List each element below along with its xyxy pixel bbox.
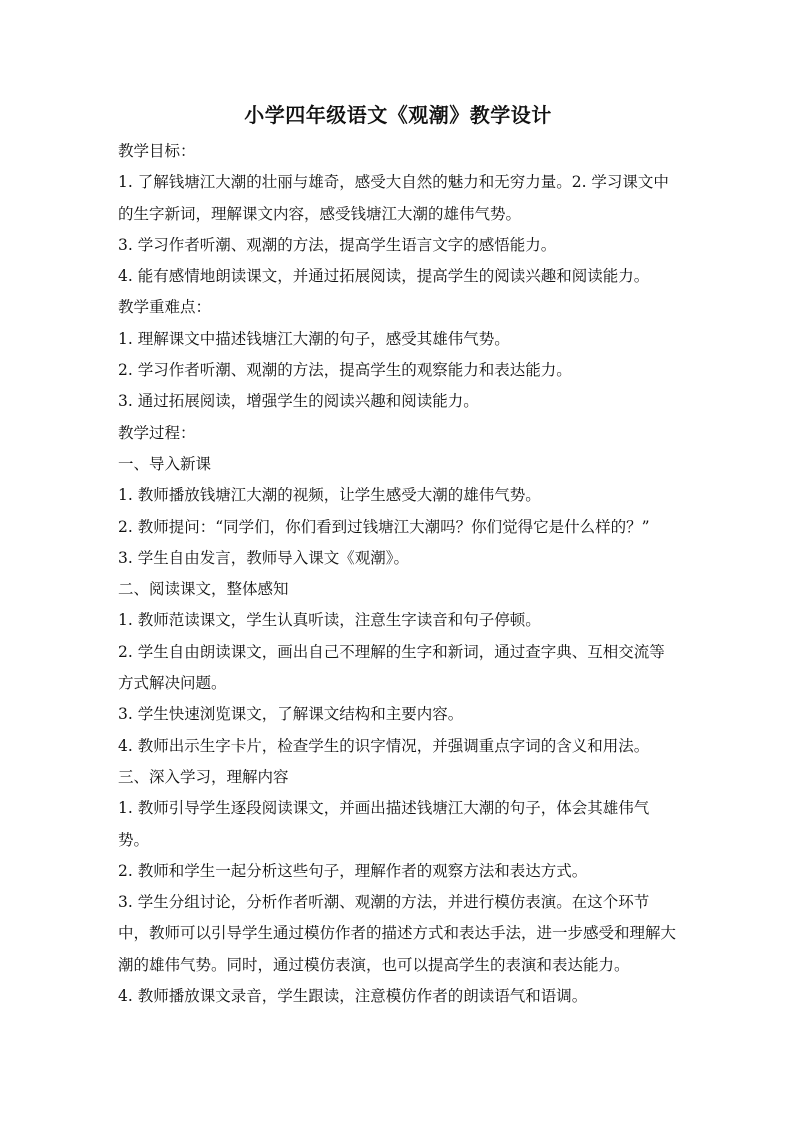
paragraph-deep-study-1: 1. 教师引导学生逐段阅读课文，并画出描述钱塘江大潮的句子，体会其雄伟气势。 xyxy=(118,799,650,849)
document-title: 小学四年级语文《观潮》教学设计 xyxy=(244,103,552,127)
section-heading-key-points: 教学重难点： xyxy=(118,298,212,317)
section-heading-objectives: 教学目标： xyxy=(118,142,196,160)
paragraph-reading-1: 1. 教师范读课文，学生认真听读，注意生字读音和句子停顿。 xyxy=(118,611,541,630)
subsection-heading-reading: 二、阅读课文，整体感知 xyxy=(118,580,289,599)
section-heading-process: 教学过程： xyxy=(118,423,196,442)
paragraph-key-point-3: 3. 通过拓展阅读，增强学生的阅读兴趣和阅读能力。 xyxy=(118,392,479,411)
paragraph-objective-1-2: 1. 了解钱塘江大潮的壮丽与雄奇，感受大自然的魅力和无穷力量。2. 学习课文中的生字新词，理解课文内容，感受钱塘江大潮的雄伟气势。 xyxy=(118,173,669,223)
document-body xyxy=(118,100,678,1012)
paragraph-intro-1: 1. 教师播放钱塘江大潮的视频，让学生感受大潮的雄伟气势。 xyxy=(118,486,541,505)
paragraph-deep-study-4: 4. 教师播放课文录音，学生跟读，注意模仿作者的朗读语气和语调。 xyxy=(118,987,588,1006)
subsection-heading-deep-study: 三、深入学习，理解内容 xyxy=(118,767,289,786)
subsection-heading-intro: 一、导入新课 xyxy=(118,454,212,473)
paragraph-intro-3: 3. 学生自由发言，教师导入课文《观潮》。 xyxy=(118,548,409,567)
paragraph-objective-3: 3. 学习作者听潮、观潮的方法，提高学生语言文字的感悟能力。 xyxy=(118,235,557,254)
paragraph-key-point-2: 2. 学习作者听潮、观潮的方法，提高学生的观察能力和表达能力。 xyxy=(118,361,572,380)
paragraph-objective-4: 4. 能有感情地朗读课文，并通过拓展阅读，提高学生的阅读兴趣和阅读能力。 xyxy=(118,267,650,286)
paragraph-deep-study-3: 3. 学生分组讨论，分析作者听潮、观潮的方法，并进行模仿表演。在这个环节中，教师可以引导学生通过模仿作者的描述方式和表达手法，进一步感受和理解大潮的雄伟气势。同时，通过模仿表演，也可以提高学生的表演和表达能力。 xyxy=(118,893,677,974)
paragraph-reading-4: 4. 教师出示生字卡片，检查学生的识字情况，并强调重点字词的含义和用法。 xyxy=(118,736,650,755)
paragraph-intro-2: 2. 教师提问：“同学们，你们看到过钱塘江大潮吗？你们觉得它是什么样的？” xyxy=(118,517,650,536)
paragraph-reading-2: 2. 学生自由朗读课文，画出自己不理解的生字和新词，通过查字典、互相交流等方式解决问题。 xyxy=(118,642,665,693)
paragraph-reading-3: 3. 学生快速浏览课文，了解课文结构和主要内容。 xyxy=(118,705,464,724)
paragraph-deep-study-2: 2. 教师和学生一起分析这些句子，理解作者的观察方法和表达方式。 xyxy=(118,861,588,880)
paragraph-key-point-1: 1. 理解课文中描述钱塘江大潮的句子，感受其雄伟气势。 xyxy=(118,329,510,348)
